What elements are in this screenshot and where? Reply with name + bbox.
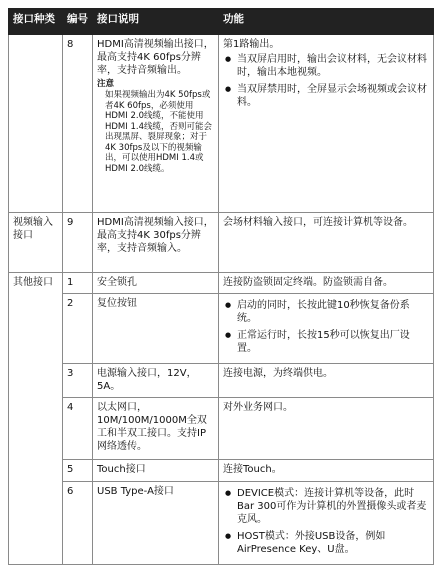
cell-description: 电源输入接口，12V，5A。 [93, 364, 219, 398]
list-item: ● 启动的同时，长按此键10秒恢复备份系统。 [237, 299, 429, 325]
cell-description: USB Type-A接口 [93, 482, 219, 565]
cell-number: 4 [63, 398, 93, 460]
header-description: 接口说明 [93, 9, 219, 35]
cell-function: 对外业务网口。 [219, 398, 434, 460]
cell-number: 8 [63, 35, 93, 213]
cell-function: 连接Touch。 [219, 460, 434, 482]
cell-description: 以太网口，10M/100M/1000M全双工和半双工接口。支持IP网络透传。 [93, 398, 219, 460]
list-item: ● 正常运行时，长按15秒可以恢复出厂设置。 [237, 329, 429, 355]
cell-function: 会场材料输入接口，可连接计算机等设备。 [219, 213, 434, 273]
list-item: ● DEVICE模式：连接计算机等设备，此时Bar 300可作为计算机的外置摄像头或者麦克风。 [237, 487, 429, 526]
function-bullets [223, 53, 429, 109]
note-body: 如果视频输出为4K 50fps或者4K 60fps，必须使用HDMI 2.0线缆，不能使用HDMI 1.4线缆，否则可能会出现黑屏、裂屏现象；对于4K 30fps及以下的视频输出，可以使用HDMI 1.4或HDMI 2.0线缆。 [105, 90, 212, 174]
cell-type: 其他接口 [9, 273, 63, 565]
table-row [9, 398, 434, 460]
cell-description: Touch接口 [93, 460, 219, 482]
list-item: ● 当双屏禁用时，全屏显示会场视频或会议材料。 [237, 83, 429, 109]
interface-spec-table [8, 8, 434, 565]
function-intro: 第1路输出。 [223, 39, 280, 50]
cell-number: 2 [63, 294, 93, 364]
cell-number: 9 [63, 213, 93, 273]
cell-function: 连接电源，为终端供电。 [219, 364, 434, 398]
note-title: 注意 [97, 79, 115, 89]
function-bullets [223, 299, 429, 355]
cell-number: 1 [63, 273, 93, 294]
header-function: 功能 [219, 9, 434, 35]
table-row [9, 482, 434, 565]
cell-description: HDMI高清视频输入接口，最高支持4K 30fps分辨率，支持音频输入。 [93, 213, 219, 273]
list-item: ● HOST模式：外接USB设备，例如AirPresence Key、U盘。 [237, 530, 429, 556]
table-row [9, 460, 434, 482]
cell-type [9, 35, 63, 213]
cell-description [93, 35, 219, 213]
cell-function: 连接防盗锁固定终端。防盗锁需自备。 [219, 273, 434, 294]
cell-function [219, 294, 434, 364]
description-text: HDMI高清视频输出接口，最高支持4K 60fps分辨率，支持音频输出。 [97, 39, 214, 76]
cell-function [219, 482, 434, 565]
header-row [9, 9, 434, 35]
cell-number: 5 [63, 460, 93, 482]
header-type: 接口种类 [9, 9, 63, 35]
table-row [9, 364, 434, 398]
cell-number: 6 [63, 482, 93, 565]
list-item: ● 当双屏启用时，输出会议材料，无会议材料时，输出本地视频。 [237, 53, 429, 79]
table-row [9, 273, 434, 294]
header-number: 编号 [63, 9, 93, 35]
table-row [9, 35, 434, 213]
cell-description: 复位按钮 [93, 294, 219, 364]
table-row [9, 294, 434, 364]
cell-function [219, 35, 434, 213]
cell-type: 视频输入接口 [9, 213, 63, 273]
function-bullets [223, 487, 429, 556]
cell-description: 安全锁孔 [93, 273, 219, 294]
table-row [9, 213, 434, 273]
cell-number: 3 [63, 364, 93, 398]
